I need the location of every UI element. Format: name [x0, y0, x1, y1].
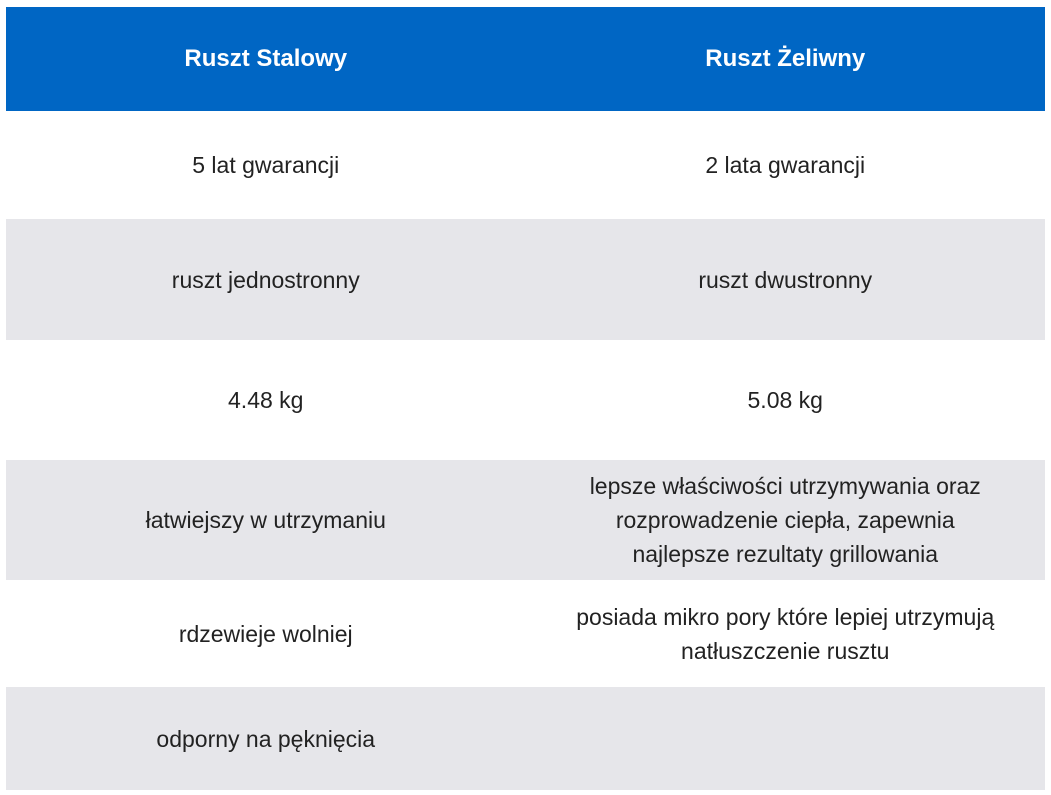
column-header-steel-grate: Ruszt Stalowy — [184, 45, 348, 72]
table-cell: lepsze właściwości utrzymywania oraz rozprowadzenie ciepła, zapewnia najlepsze rezultaty grillowania — [589, 473, 981, 567]
table-cell — [526, 687, 1046, 790]
table-cell: 5 lat gwarancji — [192, 152, 340, 178]
column-header-cast-iron-grate: Ruszt Żeliwny — [705, 45, 866, 72]
table-row — [6, 580, 1045, 687]
table-cell: 5.08 kg — [747, 387, 823, 413]
table-row — [6, 687, 1045, 790]
comparison-table — [6, 7, 1045, 790]
table-cell: ruszt jednostronny — [171, 266, 360, 293]
table-row — [6, 219, 1045, 340]
table-row — [6, 111, 1045, 219]
table-cell: odporny na pęknięcia — [156, 725, 376, 752]
table-cell: rdzewieje wolniej — [178, 620, 353, 647]
table-cell: 4.48 kg — [228, 387, 304, 413]
table-cell: ruszt dwustronny — [698, 266, 873, 293]
table-row — [6, 460, 1045, 580]
table-row — [6, 340, 1045, 460]
table-cell: łatwiejszy w utrzymaniu — [145, 507, 386, 533]
table-cell: 2 lata gwarancji — [705, 152, 866, 178]
table-header-row — [6, 7, 1045, 111]
table-cell: posiada mikro pory które lepiej utrzymują natłuszczenie rusztu — [576, 603, 995, 664]
